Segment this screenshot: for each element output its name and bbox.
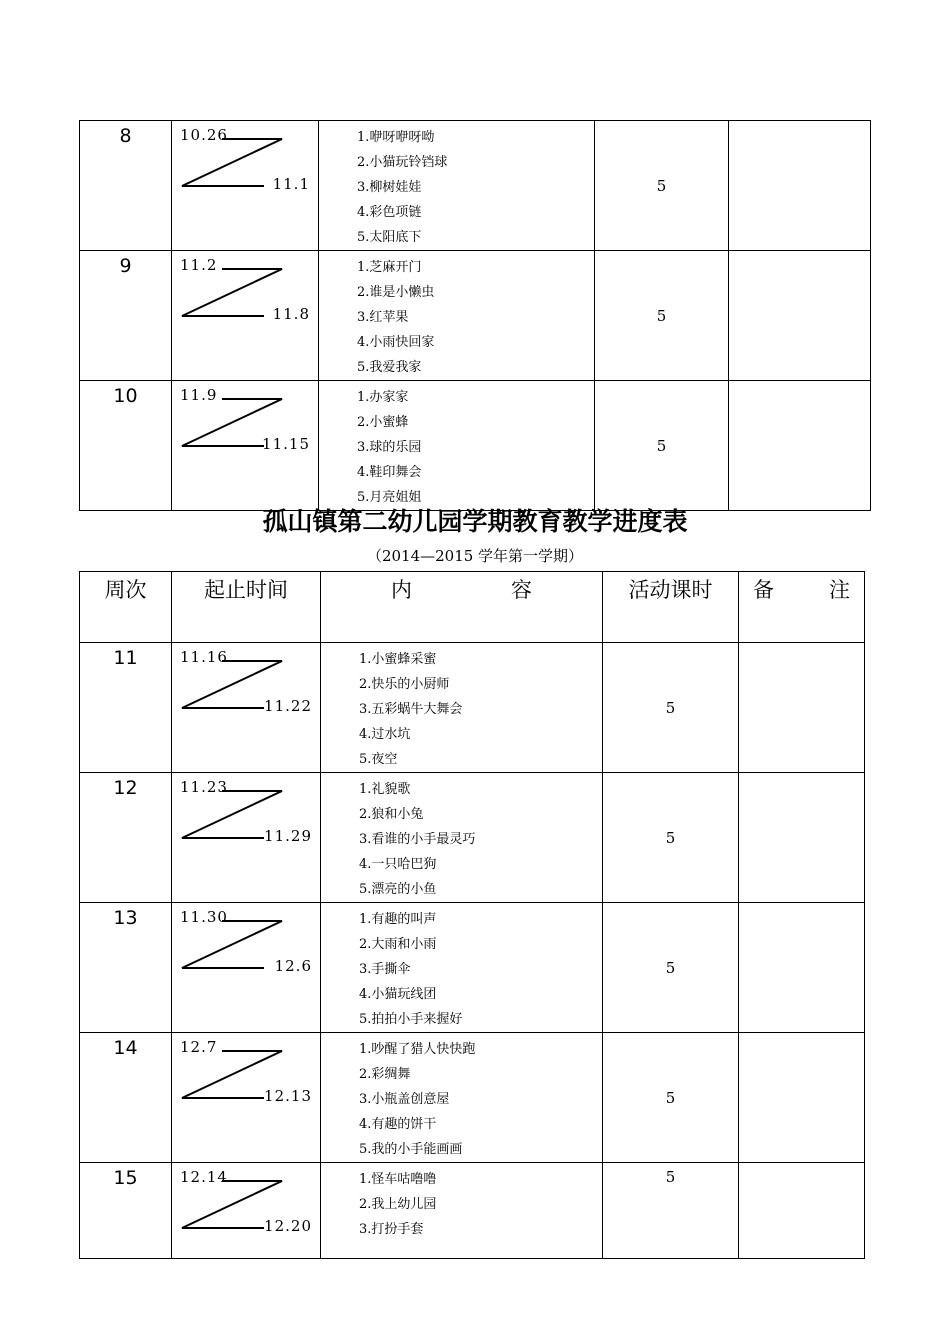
activity-item: 3.小瓶盖创意屋 [359,1092,450,1107]
activity-list-cell [319,121,595,251]
notes-cell [729,251,871,381]
header-week: 周次 [80,572,172,643]
activity-item: 2.狼和小兔 [359,807,424,822]
notes-cell [739,1033,865,1163]
activity-item: 3.红苹果 [357,310,409,325]
header-notes-char-1: 备 [753,578,774,602]
activity-list [321,1033,602,1162]
activity-item: 3.柳树娃娃 [357,180,422,195]
activity-item: 3.球的乐园 [357,440,422,455]
header-content-char-1: 内 [391,578,412,602]
week-number: 15 [80,1163,172,1259]
activity-item: 5.我的小手能画画 [359,1142,463,1157]
table-row [80,381,871,511]
activity-hours: 5 [595,381,729,511]
activity-hours: 5 [603,1033,739,1163]
week-number: 13 [80,903,172,1033]
activity-item: 4.有趣的饼干 [359,1117,437,1132]
notes-cell [729,381,871,511]
date-range [172,643,321,773]
start-date: 12.7 [180,1038,218,1056]
week-number: 8 [80,121,172,251]
activity-hours: 5 [603,1163,739,1259]
end-date: 11.29 [264,827,312,845]
activity-item: 1.小蜜蜂采蜜 [359,652,437,667]
start-date: 10.26 [180,126,228,144]
table-row [80,1163,865,1259]
week-number: 12 [80,773,172,903]
activity-item: 2.彩绸舞 [359,1067,411,1082]
week-number: 9 [80,251,172,381]
activity-item: 4.一只哈巴狗 [359,857,437,872]
activity-list-cell [319,251,595,381]
page-title: 孤山镇第二幼儿园学期教育教学进度表 [262,507,688,536]
start-date: 11.9 [180,386,218,404]
activity-list [319,251,594,380]
header-content-char-2: 容 [511,578,532,602]
activity-item: 5.月亮姐姐 [357,490,422,505]
notes-cell [739,643,865,773]
activity-item: 4.小雨快回家 [357,335,435,350]
activity-item: 2.大雨和小雨 [359,937,437,952]
activity-item: 1.有趣的叫声 [359,912,437,927]
activity-item: 1.办家家 [357,390,409,405]
activity-list-cell [321,773,603,903]
activity-item: 1.礼貌歌 [359,782,411,797]
activity-item: 4.过水坑 [359,727,411,742]
table-row [80,1033,865,1163]
activity-item: 3.打扮手套 [359,1222,424,1237]
activity-hours: 5 [603,773,739,903]
start-date: 11.16 [180,648,228,666]
activity-list [321,643,602,772]
week-number: 14 [80,1033,172,1163]
end-date: 12.13 [264,1087,312,1105]
date-range [172,773,321,903]
activity-item: 1.咿呀咿呀呦 [357,130,435,145]
notes-cell [729,121,871,251]
activity-item: 1.吵醒了猎人快快跑 [359,1042,476,1057]
table-row [80,251,871,381]
date-range [172,1163,321,1259]
activity-item: 5.拍拍小手来握好 [359,1012,463,1027]
start-date: 11.2 [180,256,218,274]
header-hours: 活动课时 [603,572,739,643]
activity-item: 2.小蜜蜂 [357,415,409,430]
activity-list-cell [321,1033,603,1163]
table-row [80,903,865,1033]
table-row [80,643,865,773]
notes-cell [739,1163,865,1259]
activity-item: 4.小猫玩线团 [359,987,437,1002]
header-content [321,572,603,643]
notes-cell [739,773,865,903]
end-date: 12.20 [264,1217,312,1235]
start-date: 11.30 [180,908,228,926]
date-range [172,903,321,1033]
end-date: 11.15 [262,435,310,453]
table-header-row [80,572,865,643]
activity-item: 3.手撕伞 [359,962,411,977]
activity-list-cell [321,903,603,1033]
header-notes [739,572,865,643]
date-range [172,121,319,251]
start-date: 11.23 [180,778,228,796]
activity-list [321,773,602,902]
page-subtitle: （2014—2015 学年第一学期） [366,547,584,565]
notes-cell [739,903,865,1033]
activity-list-cell [319,381,595,511]
activity-list [321,1163,602,1242]
table-row [80,121,871,251]
header-dates: 起止时间 [172,572,321,643]
start-date: 12.14 [180,1168,228,1186]
activity-item: 3.看谁的小手最灵巧 [359,832,476,847]
activity-item: 2.谁是小懒虫 [357,285,435,300]
activity-item: 5.太阳底下 [357,230,422,245]
week-number: 11 [80,643,172,773]
activity-item: 2.我上幼儿园 [359,1197,437,1212]
activity-item: 5.漂亮的小鱼 [359,882,437,897]
schedule-table-continued [79,120,871,511]
activity-item: 1.芝麻开门 [357,260,422,275]
activity-list [319,121,594,250]
activity-hours: 5 [603,903,739,1033]
header-notes-char-2: 注 [829,578,850,602]
date-range [172,381,319,511]
activity-list [321,903,602,1032]
activity-item: 1.怪车咕噜噜 [359,1172,437,1187]
activity-list-cell [321,643,603,773]
activity-item: 4.彩色项链 [357,205,422,220]
week-number: 10 [80,381,172,511]
table-row [80,773,865,903]
end-date: 11.1 [272,175,310,193]
activity-item: 3.五彩蜗牛大舞会 [359,702,463,717]
activity-hours: 5 [595,251,729,381]
activity-hours: 5 [603,643,739,773]
date-range [172,1033,321,1163]
activity-item: 4.鞋印舞会 [357,465,422,480]
activity-item: 5.我爱我家 [357,360,422,375]
end-date: 11.8 [272,305,310,323]
activity-item: 2.快乐的小厨师 [359,677,450,692]
end-date: 12.6 [274,957,312,975]
end-date: 11.22 [264,697,312,715]
date-range [172,251,319,381]
schedule-table [79,571,865,1259]
activity-list-cell [321,1163,603,1259]
activity-item: 5.夜空 [359,752,398,767]
activity-list [319,381,594,510]
activity-item: 2.小猫玩铃铛球 [357,155,448,170]
activity-hours: 5 [595,121,729,251]
